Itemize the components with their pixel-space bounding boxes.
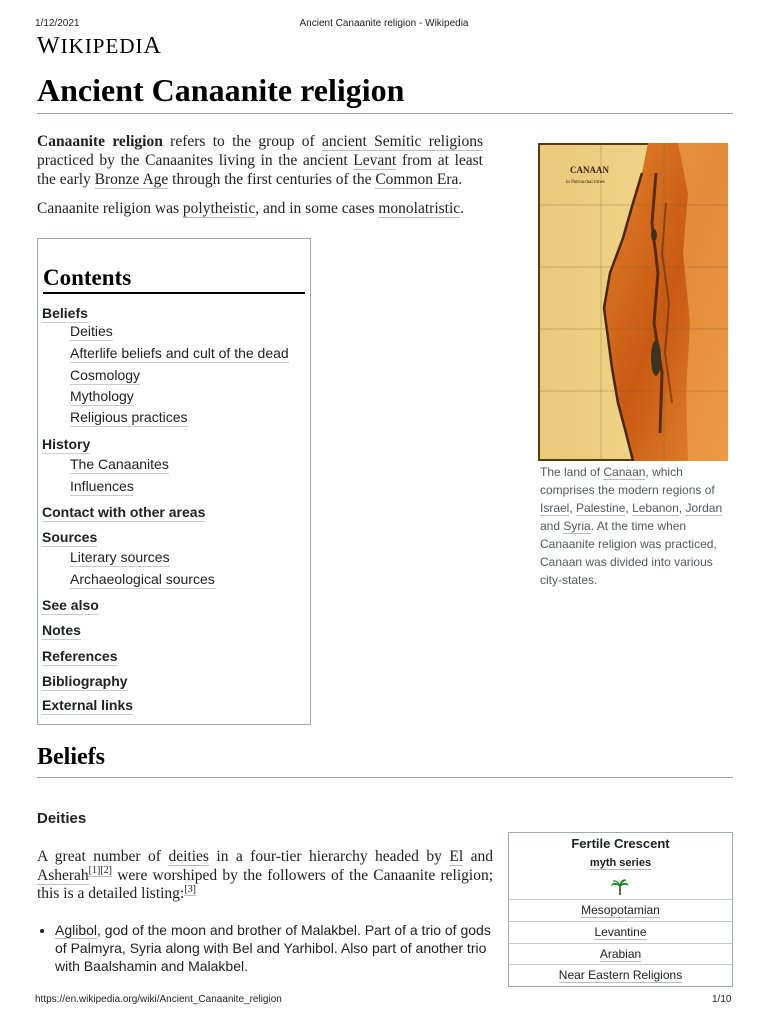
link-monolatristic[interactable]: monolatristic xyxy=(378,200,461,217)
toc-item-sources[interactable]: Sources xyxy=(42,529,98,545)
toc-item-afterlife[interactable]: Afterlife beliefs and cult of the dead xyxy=(70,345,289,361)
navbox-row-near-eastern[interactable] xyxy=(509,964,732,986)
lead-bold-term: Canaanite religion xyxy=(37,133,163,150)
citation-2[interactable]: [2] xyxy=(100,865,112,877)
page-title: Ancient Canaanite religion xyxy=(37,72,733,114)
list-item xyxy=(55,921,493,975)
map-caption xyxy=(540,463,730,589)
toc-item-see-also[interactable]: See also xyxy=(42,597,99,613)
citation-3[interactable]: [3] xyxy=(184,883,196,895)
toc-item-bibliography[interactable]: Bibliography xyxy=(42,673,128,689)
wordmark-final: A xyxy=(143,33,162,59)
caption-text: . At the time when Canaanite religion was practiced, Canaan was divided into various city-states. xyxy=(540,519,717,587)
navbox-row-levantine[interactable] xyxy=(509,921,732,943)
lead-text: . xyxy=(460,200,465,217)
link-bronze-age[interactable]: Bronze Age xyxy=(94,171,169,188)
toc-item-mythology[interactable]: Mythology xyxy=(70,388,134,404)
citation-1[interactable]: [1] xyxy=(88,865,101,877)
caption-text: , xyxy=(625,501,633,515)
paragraph-text: in a four-tier hierarchy headed by xyxy=(208,848,450,865)
navbox-subtitle-text[interactable]: myth series xyxy=(589,857,652,869)
caption-text: , xyxy=(569,501,577,515)
paragraph-text: A great number of xyxy=(37,848,169,865)
subsection-heading-deities: Deities xyxy=(37,810,87,827)
lead-text: Canaanite religion was xyxy=(37,200,183,217)
toc-item-cosmology[interactable]: Cosmology xyxy=(70,367,141,383)
navbox-subtitle xyxy=(509,857,732,869)
deities-paragraph xyxy=(37,848,493,904)
link-jordan[interactable]: Jordan xyxy=(685,501,723,515)
toc-item-references[interactable]: References xyxy=(42,648,118,664)
navbox-title: Fertile Crescent xyxy=(571,836,670,851)
wordmark-initial: W xyxy=(37,33,61,59)
toc-title: Contents xyxy=(43,265,305,294)
list-item-text: , god of the moon and brother of Malakbel. Part of a trio of gods of Palmyra, Syria along with Bel and Yarhibol. Also part of another trio with Baalshamin and Malakbel. xyxy=(55,922,491,974)
lead-text: refers to the group of xyxy=(162,133,323,150)
wordmark-middle: IKIPEDI xyxy=(60,34,144,58)
caption-text: , which comprises the modern regions of xyxy=(540,465,715,497)
print-page-number: 1/10 xyxy=(712,994,732,1005)
link-asherah[interactable]: Asherah xyxy=(37,866,89,884)
deity-list xyxy=(37,921,493,975)
print-date: 1/12/2021 xyxy=(35,18,80,29)
lead-text: . xyxy=(458,171,463,188)
link-levant[interactable]: Levant xyxy=(353,152,397,169)
link-israel[interactable]: Israel xyxy=(540,501,570,515)
toc-item-literary-sources[interactable]: Literary sources xyxy=(70,549,170,565)
link-polytheistic[interactable]: polytheistic xyxy=(182,200,256,217)
link-deities[interactable]: deities xyxy=(168,848,209,865)
navbox-link[interactable]: Near Eastern Religions xyxy=(558,968,683,982)
toc-item-deities[interactable]: Deities xyxy=(70,323,113,339)
toc-item-influences[interactable]: Influences xyxy=(70,478,134,494)
table-of-contents xyxy=(37,238,311,725)
toc-item-the-canaanites[interactable]: The Canaanites xyxy=(70,456,169,472)
print-url: https://en.wikipedia.org/wiki/Ancient_Canaanite_religion xyxy=(35,994,282,1005)
navbox-row-arabian[interactable] xyxy=(509,943,732,965)
section-heading-beliefs: Beliefs xyxy=(37,744,733,778)
navbox-link[interactable]: Arabian xyxy=(599,947,642,961)
print-title: Ancient Canaanite religion - Wikipedia xyxy=(299,18,469,29)
toc-item-contact[interactable]: Contact with other areas xyxy=(42,504,206,520)
link-canaan[interactable]: Canaan xyxy=(603,465,646,479)
lead-section xyxy=(37,132,483,228)
link-syria[interactable]: Syria xyxy=(563,519,591,533)
canaan-map-image[interactable] xyxy=(538,143,728,461)
link-el[interactable]: El xyxy=(449,848,464,865)
palm-tree-icon xyxy=(611,878,629,901)
link-ancient-semitic-religions[interactable]: ancient Semitic religions xyxy=(322,133,483,150)
toc-item-religious-practices[interactable]: Religious practices xyxy=(70,409,188,425)
lead-text: , and in some cases xyxy=(255,200,379,217)
lead-text: through the first centuries of the xyxy=(168,171,376,188)
navbox-link[interactable]: Mesopotamian xyxy=(581,903,660,917)
link-lebanon[interactable]: Lebanon xyxy=(632,501,679,515)
toc-item-archaeological-sources[interactable]: Archaeological sources xyxy=(70,571,215,587)
wikipedia-wordmark[interactable] xyxy=(37,33,162,60)
link-common-era[interactable]: Common Era xyxy=(375,171,459,188)
paragraph-text: were worshiped by the followers of the Canaanite religion; this is a detailed listing: xyxy=(37,866,493,902)
toc-item-external-links[interactable]: External links xyxy=(42,697,134,713)
caption-text: , xyxy=(678,501,686,515)
link-palestine[interactable]: Palestine xyxy=(576,501,626,515)
toc-item-history[interactable]: History xyxy=(42,436,91,452)
map-heading: CANAAN xyxy=(570,165,609,175)
link-aglibol[interactable]: Aglibol xyxy=(55,922,98,938)
fertile-crescent-navbox xyxy=(508,832,733,987)
lead-text: practiced by the Canaanites living in the ancient xyxy=(37,152,354,169)
navbox-row-mesopotamian[interactable] xyxy=(509,899,732,921)
caption-text: The land of xyxy=(540,465,604,479)
map-subheading: in Patriarchal times xyxy=(566,180,605,185)
toc-item-notes[interactable]: Notes xyxy=(42,622,81,638)
toc-item-beliefs[interactable]: Beliefs xyxy=(42,305,88,321)
caption-text: and xyxy=(540,519,564,533)
lead-text: from at least the early xyxy=(37,152,483,188)
navbox-link[interactable]: Levantine xyxy=(594,925,647,939)
paragraph-text: and xyxy=(463,848,493,865)
